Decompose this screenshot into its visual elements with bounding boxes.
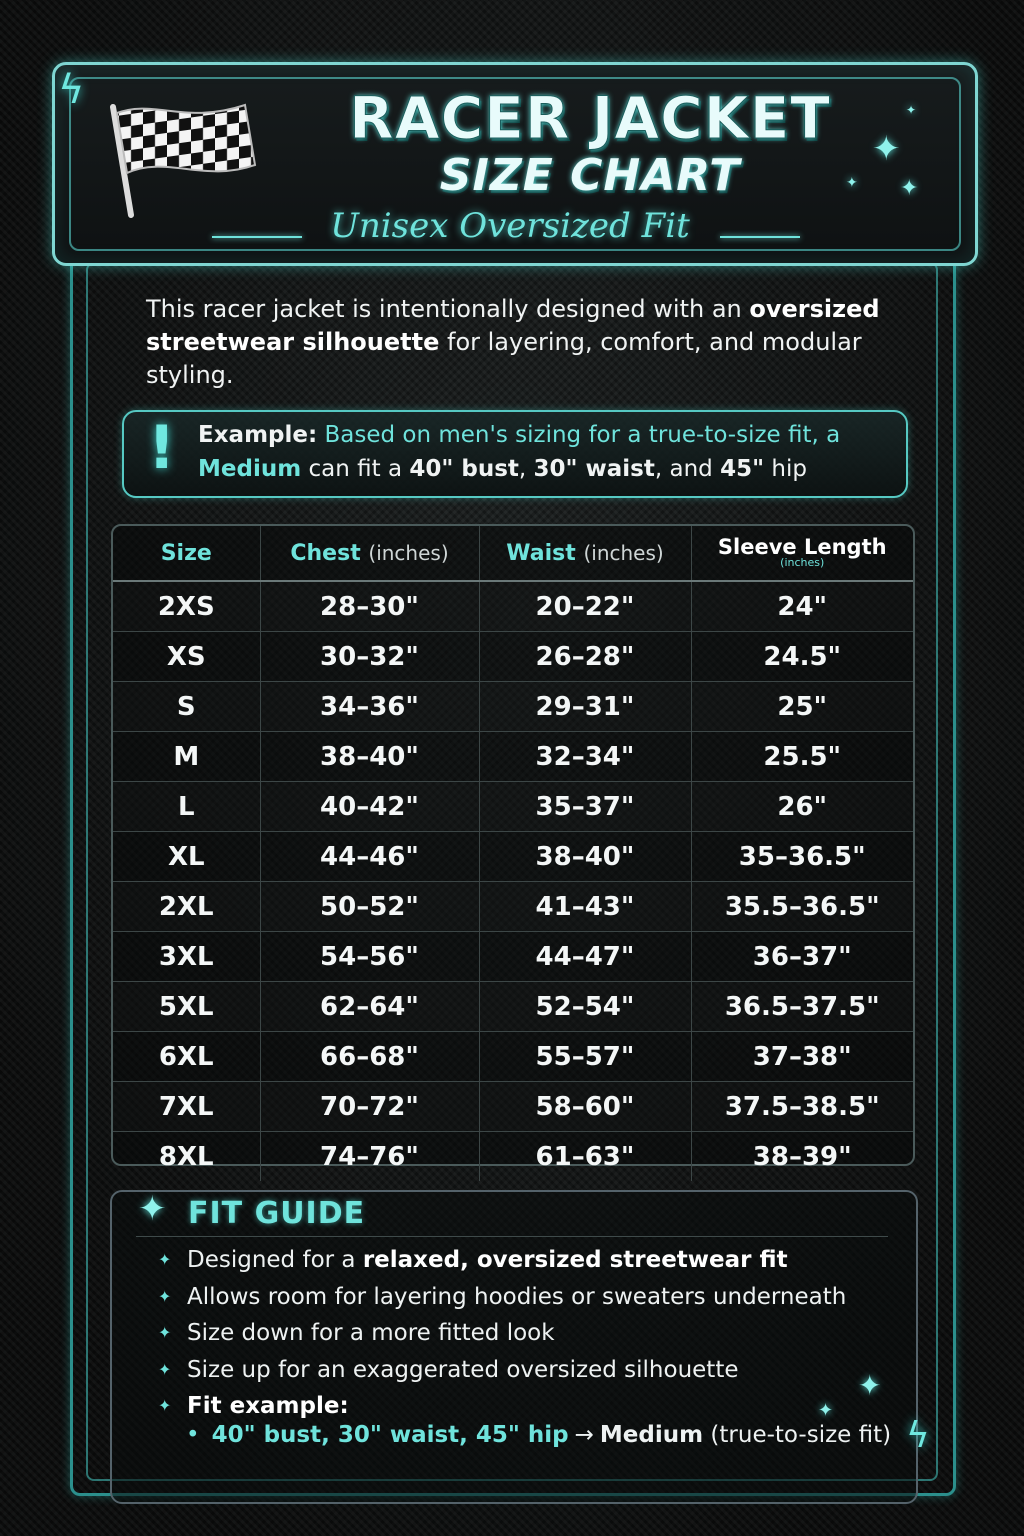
cell-sleeve: 24"	[691, 581, 913, 632]
sparkle-icon: ✦	[872, 129, 901, 169]
sparkle-icon: ✦	[138, 1189, 167, 1229]
cell-sleeve: 25.5"	[691, 732, 913, 782]
header-chest-unit: (inches)	[368, 540, 449, 565]
cell-chest: 28–30"	[260, 581, 479, 632]
example-bust: 40" bust	[409, 456, 519, 482]
example-size: Medium	[198, 456, 302, 482]
subtitle-rule-right	[720, 236, 800, 238]
table-row	[113, 882, 913, 932]
header-sleeve	[691, 526, 913, 581]
cell-sleeve: 38–39"	[752, 1141, 852, 1172]
table-row	[113, 832, 913, 882]
cell-size: XL	[113, 832, 260, 882]
cell-sleeve: 35.5–36.5"	[691, 882, 913, 932]
fit-guide-list	[158, 1242, 918, 1425]
star-bullet-icon: ✦	[158, 1396, 172, 1415]
cell-waist: 38–40"	[479, 832, 691, 882]
sparkle-icon: ✦	[846, 175, 858, 191]
example-hip: 45"	[720, 456, 765, 482]
cell-chest: 74–76"	[260, 1132, 479, 1182]
sparkle-icon: ✦	[858, 1369, 882, 1402]
cell-chest: 66–68"	[260, 1032, 479, 1082]
cell-size: 5XL	[113, 982, 260, 1032]
sparkle-icon: ✦	[906, 103, 917, 117]
cell-size: 8XL	[113, 1132, 260, 1182]
example-comma: ,	[518, 456, 534, 482]
list-item	[158, 1315, 918, 1352]
intro-text: This racer jacket is intentionally designed with an	[146, 295, 750, 323]
cell-sleeve: 36–37"	[691, 932, 913, 982]
cell-sleeve: 37–38"	[691, 1032, 913, 1082]
cell-waist: 29–31"	[479, 682, 691, 732]
table-row	[113, 1032, 913, 1082]
example-waist: 30" waist	[533, 456, 655, 482]
fit-item-lead: Size down	[187, 1320, 304, 1346]
subtitle: Unisex Oversized Fit	[330, 206, 690, 246]
intro-text-end: for layering, comfort, and modular styling.	[146, 328, 862, 389]
lightning-bolt-icon: ϟ	[906, 1415, 930, 1456]
title-line-2: SIZE CHART	[439, 150, 741, 201]
fit-item-text: Designed for a	[187, 1247, 363, 1273]
cell-waist: 41–43"	[479, 882, 691, 932]
cell-size: XS	[113, 632, 260, 682]
header-chest	[260, 526, 479, 581]
cell-size: L	[113, 782, 260, 832]
header-sleeve-label: Sleeve Length	[717, 535, 887, 559]
example-text-3: , and	[654, 456, 721, 482]
fit-item-text: Allows room for layering hoodies or sweaters underneath	[187, 1283, 847, 1310]
table-row	[113, 782, 913, 832]
cell-waist: 32–34"	[479, 732, 691, 782]
cell-waist: 35–37"	[479, 782, 691, 832]
size-table-grid	[113, 526, 913, 1181]
cell-sleeve: 37.5–38.5"	[691, 1082, 913, 1132]
fit-item-lead: Size up	[187, 1356, 271, 1383]
fit-item-text: for a more fitted look	[303, 1320, 555, 1346]
table-row	[113, 1132, 913, 1182]
fit-guide-title: FIT GUIDE	[188, 1196, 366, 1231]
title-line-1: RACER JACKET	[349, 84, 831, 152]
cell-sleeve: 24.5"	[691, 632, 913, 682]
cell-chest: 62–64"	[260, 982, 479, 1032]
cell-size: 6XL	[113, 1032, 260, 1082]
arrow-icon: →	[574, 1422, 594, 1448]
cell-chest: 44–46"	[260, 832, 479, 882]
cell-size: M	[113, 732, 260, 782]
fit-item-bold: Fit example:	[187, 1393, 349, 1419]
sparkle-icon: ✦	[900, 176, 919, 201]
example-highlight: Based	[324, 422, 396, 448]
cell-size: 7XL	[113, 1082, 260, 1132]
cell-sleeve: 36.5–37.5"	[691, 982, 913, 1032]
example-text-1: on men's sizing for a true-to-size fit, a	[395, 422, 841, 448]
fit-guide-divider	[136, 1236, 888, 1237]
table-row	[113, 632, 913, 682]
exclamation-icon: !	[148, 413, 176, 483]
table-row	[113, 982, 913, 1032]
fit-example-size: Medium	[599, 1422, 704, 1448]
cell-size: S	[113, 682, 260, 732]
table-row	[113, 581, 913, 632]
list-item	[158, 1279, 918, 1316]
table-row	[113, 1082, 913, 1132]
star-bullet-icon: ✦	[158, 1286, 172, 1306]
cell-sleeve: 25"	[691, 682, 913, 732]
lightning-bolt-icon: ϟ	[58, 67, 85, 113]
cell-waist: 58–60"	[479, 1082, 691, 1132]
cell-sleeve: 26"	[691, 782, 913, 832]
cell-waist: 52–54"	[479, 982, 691, 1032]
table-row	[113, 682, 913, 732]
list-item	[158, 1352, 918, 1389]
star-bullet-icon: ✦	[158, 1359, 172, 1379]
header-waist-label: Waist	[506, 540, 576, 566]
intro-bold: oversized streetwear silhouette	[146, 295, 880, 356]
example-text-2: can fit a	[301, 456, 410, 482]
cell-waist: 61–63"	[479, 1132, 691, 1182]
cell-size: 2XS	[113, 581, 260, 632]
cell-sleeve: 35–36.5"	[691, 832, 913, 882]
list-item	[158, 1388, 918, 1425]
cell-size: 3XL	[113, 932, 260, 982]
example-label: Example:	[198, 422, 318, 448]
table-header-row	[113, 526, 913, 581]
cell-waist: 20–22"	[479, 581, 691, 632]
fit-item-bold: relaxed, oversized streetwear fit	[362, 1247, 788, 1273]
cell-chest: 40–42"	[260, 782, 479, 832]
header-sleeve-unit: (inches)	[780, 556, 825, 569]
fit-example-line	[186, 1422, 891, 1448]
star-bullet-icon: ✦	[158, 1323, 172, 1342]
header-chest-label: Chest	[290, 540, 361, 566]
bullet-dot-icon: •	[186, 1422, 200, 1448]
cell-chest: 70–72"	[260, 1082, 479, 1132]
table-row	[113, 732, 913, 782]
cell-waist: 55–57"	[479, 1032, 691, 1082]
sparkle-icon: ✦	[818, 1400, 834, 1421]
fit-example-note: (true-to-size fit)	[710, 1422, 892, 1448]
size-table	[111, 524, 915, 1172]
example-text-4: hip	[764, 456, 807, 482]
cell-waist: 44–47"	[479, 932, 691, 982]
checkered-flag-icon	[95, 95, 265, 225]
cell-size: 2XL	[113, 882, 260, 932]
header-waist	[479, 526, 691, 581]
cell-chest: 38–40"	[260, 732, 479, 782]
table-row	[113, 932, 913, 982]
header-waist-unit: (inches)	[583, 540, 664, 565]
cell-chest: 30–32"	[260, 632, 479, 682]
cell-chest: 50–52"	[260, 882, 479, 932]
star-bullet-icon: ✦	[158, 1250, 172, 1269]
list-item	[158, 1242, 918, 1279]
cell-chest: 54–56"	[260, 932, 479, 982]
fit-example-measures: 40" bust, 30" waist, 45" hip	[211, 1422, 569, 1448]
example-text	[198, 418, 898, 486]
header-size: Size	[113, 526, 260, 581]
intro-paragraph	[146, 293, 916, 392]
cell-waist: 26–28"	[479, 632, 691, 682]
cell-chest: 34–36"	[260, 682, 479, 732]
fit-item-text: for an exaggerated oversized silhouette	[270, 1356, 739, 1383]
